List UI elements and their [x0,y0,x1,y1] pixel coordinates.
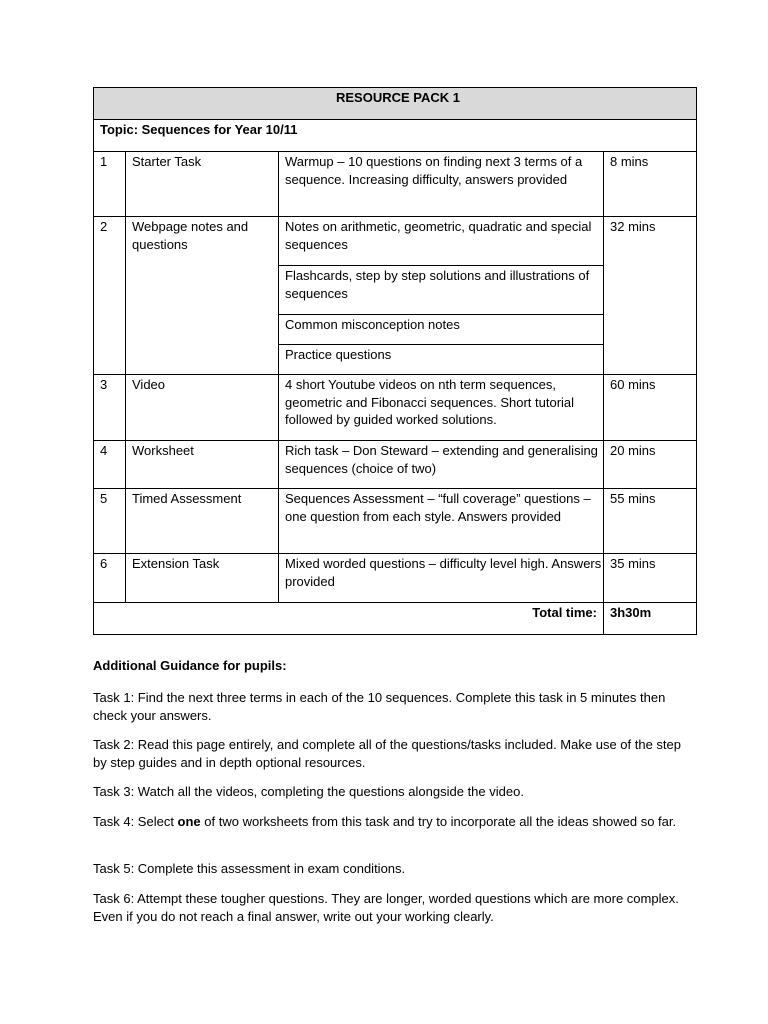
task-description: 4 short Youtube videos on nth term sequences, geometric and Fibonacci sequences. Short tutorial followed by guided worked solutions. [279,375,604,441]
table-row [94,375,697,441]
task-description: Sequences Assessment – “full coverage” questions – one question from each style. Answers provided [279,489,604,554]
task-description: Practice questions [279,345,604,375]
task-time: 35 mins [604,554,697,603]
task-description: Common misconception notes [279,315,604,345]
table-row [94,152,697,217]
task-description: Flashcards, step by step solutions and illustrations of sequences [279,266,604,315]
task-name: Video [126,375,279,441]
task4-emphasis: one [177,814,201,829]
guidance-task-4 [93,813,683,831]
task-time: 32 mins [604,217,697,375]
task-number: 2 [94,217,126,375]
task-number: 5 [94,489,126,554]
task-number: 3 [94,375,126,441]
task-description: Rich task – Don Steward – extending and generalising sequences (choice of two) [279,441,604,489]
task-number: 4 [94,441,126,489]
task-name: Worksheet [126,441,279,489]
total-row [94,603,697,635]
task-name: Timed Assessment [126,489,279,554]
table-row [94,441,697,489]
topic-heading: Topic: Sequences for Year 10/11 [94,120,697,152]
guidance-task-1: Task 1: Find the next three terms in each of the 10 sequences. Complete this task in 5 minutes then check your answers. [93,690,666,723]
task-description: Warmup – 10 questions on finding next 3 terms of a sequence. Increasing difficulty, answers provided [279,152,604,217]
task-time: 8 mins [604,152,697,217]
task-description: Mixed worded questions – difficulty level high. Answers provided [279,554,604,603]
guidance-task-5: Task 5: Complete this assessment in exam conditions. [93,861,406,876]
total-value: 3h30m [604,603,697,635]
task-time: 20 mins [604,441,697,489]
table-row [94,217,697,266]
table-row [94,554,697,603]
task4-text-start: Task 4: Select [93,814,178,829]
resource-table [93,87,697,635]
task-name: Extension Task [126,554,279,603]
guidance-task-2: Task 2: Read this page entirely, and complete all of the questions/tasks included. Make use of the step by step guides and in depth optional resources. [93,737,681,770]
total-label: Total time: [94,603,604,635]
task-name: Webpage notes and questions [126,217,279,375]
task-number: 1 [94,152,126,217]
guidance-heading: Additional Guidance for pupils: [93,658,287,673]
table-row [94,489,697,554]
guidance-task-6: Task 6: Attempt these tougher questions. They are longer, worded questions which are more complex. Even if you do not reach a final answer, write out your working clearly. [93,891,679,924]
task-time: 55 mins [604,489,697,554]
table-title: RESOURCE PACK 1 [94,88,697,120]
task4-text-end: of two worksheets from this task and try to incorporate all the ideas showed so far. [200,814,677,829]
task-time: 60 mins [604,375,697,441]
task-name: Starter Task [126,152,279,217]
task-description: Notes on arithmetic, geometric, quadratic and special sequences [279,217,604,266]
guidance-task-3: Task 3: Watch all the videos, completing the questions alongside the video. [93,784,524,799]
task-number: 6 [94,554,126,603]
